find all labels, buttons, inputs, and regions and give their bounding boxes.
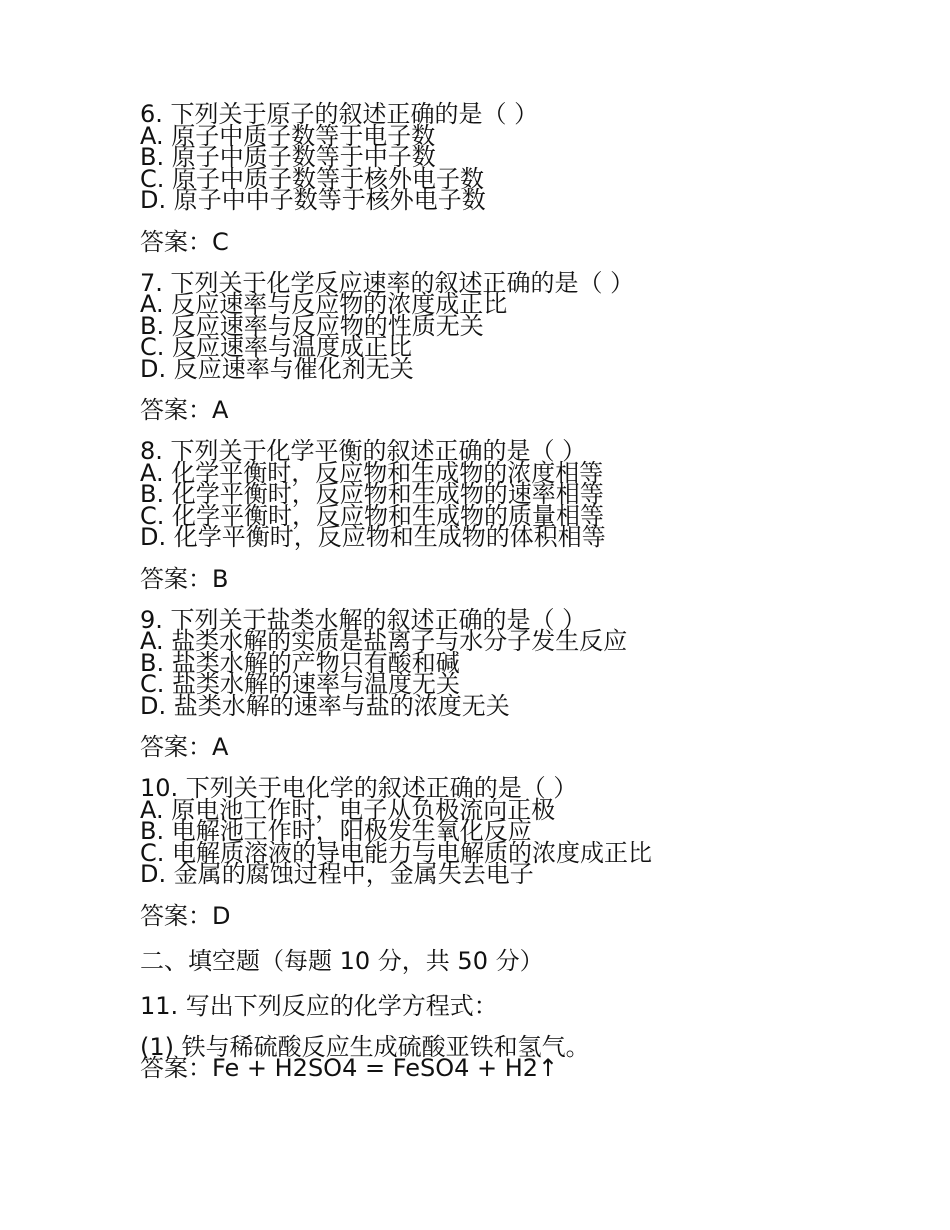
document-page — [140, 100, 900, 1082]
option-b: B. 化学平衡时，反应物和生成物的速率相等 — [140, 480, 604, 508]
answer-text: 答案：C — [140, 227, 229, 256]
section-heading: 二、填空题（每题 10 分，共 50 分） — [140, 946, 544, 975]
question-6 — [140, 100, 900, 256]
sub-question-1-answer: 答案：Fe + H2SO4 = FeSO4 + H2↑ — [140, 1054, 559, 1082]
question-stem: 8. 下列关于化学平衡的叙述正确的是（ ） — [140, 437, 587, 465]
option-a: A. 化学平衡时，反应物和生成物的浓度相等 — [140, 458, 604, 487]
option-b: B. 反应速率与反应物的性质无关 — [140, 311, 484, 340]
option-c: C. 盐类水解的速率与温度无关 — [140, 670, 461, 698]
option-d: D. 反应速率与催化剂无关 — [140, 354, 414, 383]
option-d: D. 盐类水解的速率与盐的浓度无关 — [140, 691, 510, 720]
option-d: D. 原子中中子数等于核外电子数 — [140, 186, 486, 214]
option-c: C. 原子中质子数等于核外电子数 — [140, 164, 485, 193]
option-a: A. 反应速率与反应物的浓度成正比 — [140, 290, 508, 318]
question-8 — [140, 437, 900, 593]
option-d: D. 化学平衡时，反应物和生成物的体积相等 — [140, 523, 606, 551]
answer-text: 答案：A — [140, 733, 229, 761]
option-d: D. 金属的腐蚀过程中，金属失去电子 — [140, 860, 534, 888]
option-c: C. 电解质溶液的导电能力与电解质的浓度成正比 — [140, 838, 653, 867]
option-a: A. 原电池工作时，电子从负极流向正极 — [140, 795, 556, 824]
option-b: B. 电解池工作时，阳极发生氧化反应 — [140, 817, 532, 845]
option-c: C. 反应速率与温度成正比 — [140, 333, 413, 361]
sub-question-1: (1) 铁与稀硫酸反应生成硫酸亚铁和氢气。 — [140, 1032, 590, 1061]
answer-text: 答案：B — [140, 564, 229, 593]
option-a: A. 原子中质子数等于电子数 — [140, 121, 436, 150]
option-c: C. 化学平衡时，反应物和生成物的质量相等 — [140, 501, 605, 530]
question-stem: 10. 下列关于电化学的叙述正确的是（ ） — [140, 774, 578, 802]
answer-text: 答案：D — [140, 901, 231, 930]
question-10 — [140, 774, 900, 930]
option-b: B. 盐类水解的产物只有酸和碱 — [140, 648, 460, 677]
question-11-stem: 11. 写出下列反应的化学方程式： — [140, 991, 498, 1020]
question-9 — [140, 605, 900, 762]
answer-text: 答案：A — [140, 396, 229, 424]
question-stem: 6. 下列关于原子的叙述正确的是（ ） — [140, 100, 539, 128]
question-7 — [140, 268, 900, 425]
question-stem: 9. 下列关于盐类水解的叙述正确的是（ ） — [140, 605, 587, 634]
option-a: A. 盐类水解的实质是盐离子与水分子发生反应 — [140, 627, 628, 655]
option-b: B. 原子中质子数等于中子数 — [140, 143, 436, 171]
question-stem: 7. 下列关于化学反应速率的叙述正确的是（ ） — [140, 268, 635, 297]
